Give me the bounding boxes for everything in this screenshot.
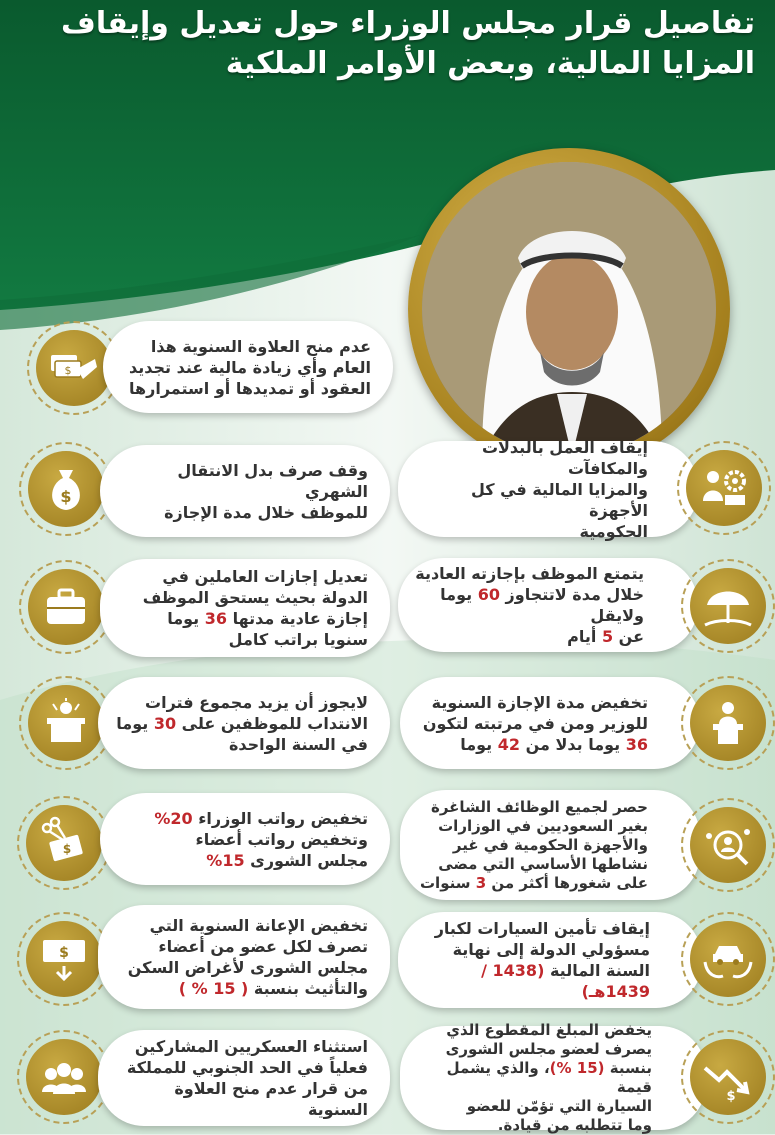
soldiers-icon-badge — [17, 1030, 111, 1124]
scissors-money-icon-badge — [17, 796, 111, 890]
people-search-icon — [701, 818, 755, 872]
svg-text:$: $ — [59, 945, 69, 961]
suitcase-icon-badge — [19, 560, 113, 654]
item-vacancies: حصر لجميع الوظائف الشاغرة بغير السعوديين في الوزارات والأجهزة الحكومية في غير نشاطها الأساسي التي مضى على شغورها أكثر من 3 سنوات — [400, 790, 700, 900]
people-search-icon-badge — [681, 798, 775, 892]
svg-text:$: $ — [62, 842, 72, 856]
svg-text:$: $ — [60, 487, 72, 506]
money-hand-icon — [47, 341, 101, 395]
item-transfer-allowance: وقف صرف بدل الانتقال الشهري للموظف خلال مدة الإجازة — [100, 445, 390, 537]
car-hands-icon — [701, 932, 755, 986]
item-secondment-30: لايجوز أن يزيد مجموع فترات الانتداب للموظفين على 30 يوما في السنة الواحدة — [98, 677, 390, 769]
beach-umbrella-icon — [701, 579, 755, 633]
item-military: استثناء العسكريين المشاركين فعلياً في الحد الجنوبي للمملكة من قرار عدم منح العلاوة السنوية — [98, 1030, 390, 1126]
portrait-image — [422, 162, 716, 456]
decline-dollar-icon-badge — [681, 1030, 775, 1124]
item-shura-lump: يخفض المبلغ المقطوع الذي يصرف لعضو مجلس الشورى بنسبة (15 %)، والذي يشمل قيمة السيارة التي تؤمّن للعضو وما تتطلبه من قيادة. — [400, 1026, 706, 1130]
item-leave-36: تعديل إجازات العاملين في الدولة بحيث يستحق الموظف إجازة عادية مدتها 36 يوما سنويا براتب كامل — [100, 559, 390, 657]
car-hands-icon-badge — [681, 912, 775, 1006]
cash-down-icon-badge — [17, 912, 111, 1006]
worker-gear-icon — [697, 461, 751, 515]
beach-umbrella-icon-badge — [681, 559, 775, 653]
portrait-frame — [408, 148, 730, 470]
item-salary-cut: تخفيض رواتب الوزراء 20% وتخفيض رواتب أعضاء مجلس الشورى 15% — [100, 793, 390, 885]
decline-dollar-icon — [701, 1050, 755, 1104]
scissors-money-icon — [37, 816, 91, 870]
speaker-podium-icon-badge — [681, 676, 775, 770]
svg-text:$: $ — [64, 364, 72, 377]
soldiers-icon — [37, 1050, 91, 1104]
cash-down-icon — [37, 932, 91, 986]
podium-award-icon — [39, 696, 93, 750]
item-annual-raise: عدم منح العلاوة السنوية هذا العام وأي زيادة مالية عند تجديد العقود أو تمديدها أو استمرارها — [103, 321, 393, 413]
money-bag-icon — [39, 462, 93, 516]
worker-gear-icon-badge — [677, 441, 771, 535]
svg-text:$: $ — [726, 1089, 736, 1104]
suitcase-icon — [39, 580, 93, 634]
item-housing-subsidy: تخفيض الإعانة السنوية التي تصرف لكل عضو من أعضاء مجلس الشورى لأغراض السكن والتأثيث بنسبة ( 15 % ) — [98, 905, 390, 1009]
page-title: تفاصيل قرار مجلس الوزراء حول تعديل وإيقاف المزايا المالية، وبعض الأوامر الملكية — [61, 6, 755, 81]
item-stop-allowances: إيقاف العمل بالبدلات والمكافآت والمزايا المالية في كل الأجهزة الحكومية — [398, 441, 698, 537]
money-bag-icon-badge — [19, 442, 113, 536]
item-leave-60: يتمتع الموظف بإجازته العادية خلال مدة لاتتجاوز 60 يوما ولايقل عن 5 أيام — [398, 558, 698, 652]
item-minister-leave: تخفيض مدة الإجازة السنوية للوزير ومن في مرتبته لتكون 36 يوما بدلا من 42 يوما — [400, 677, 700, 769]
item-car-insurance: إيقاف تأمين السيارات لكبار مسؤولي الدولة إلى نهاية السنة المالية (1438 / 1439هـ) — [398, 912, 702, 1008]
speaker-podium-icon — [701, 696, 755, 750]
